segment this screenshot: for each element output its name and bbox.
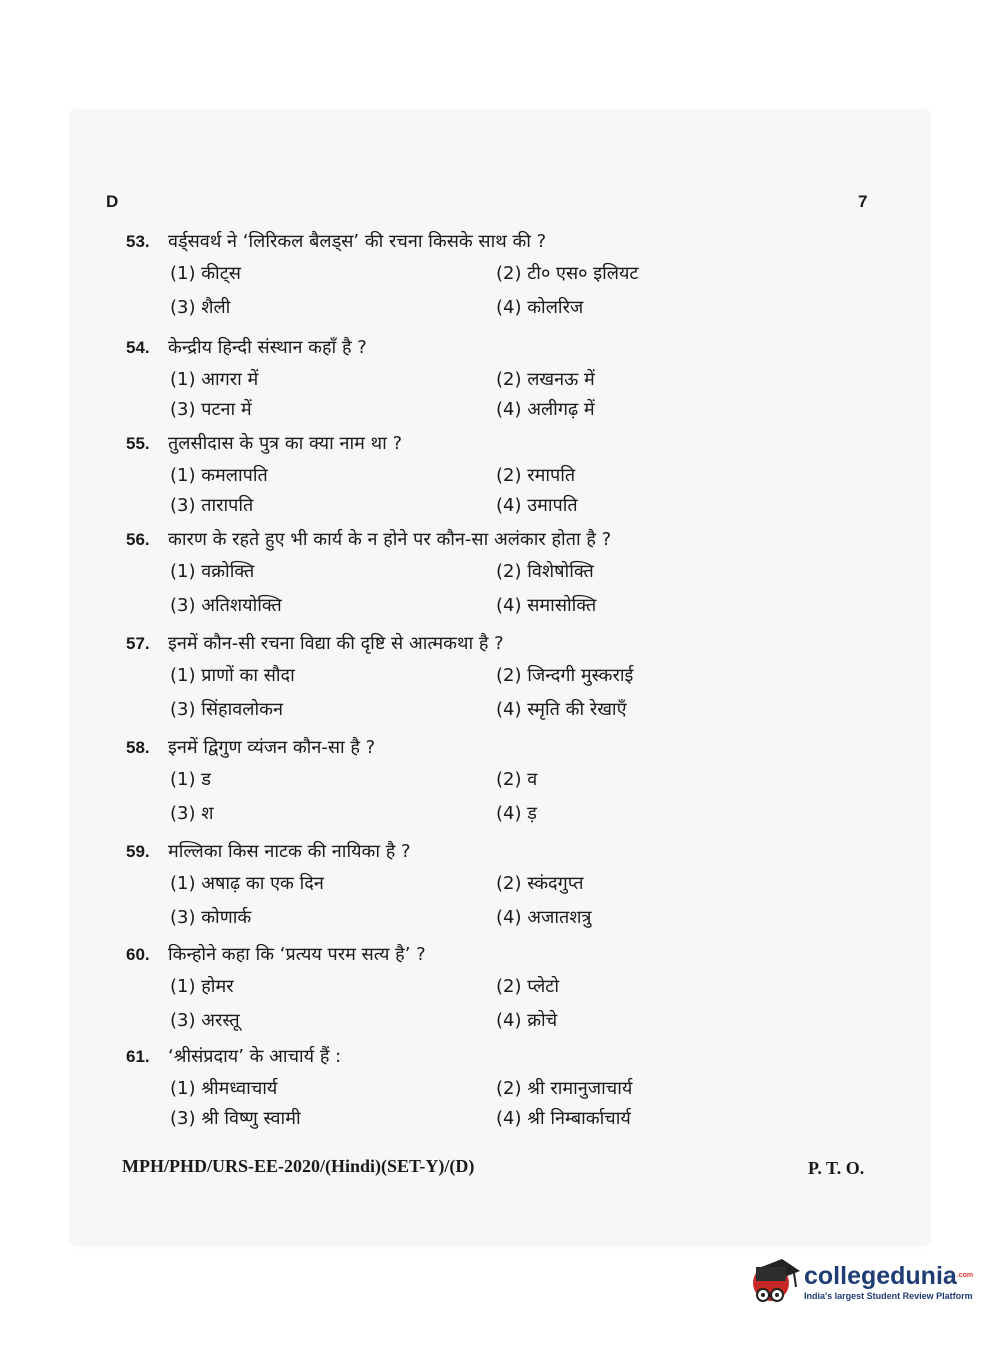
- question-text: इनमें द्विगुण व्यंजन कौन-सा है ?: [168, 737, 376, 758]
- option-3: (3) कोणार्क: [170, 907, 252, 928]
- option-4: (4) अजातशत्रु: [496, 907, 592, 928]
- option-2: (2) रमापति: [496, 465, 576, 486]
- question-56: [126, 528, 766, 618]
- option-1: (1) ड: [170, 769, 211, 790]
- pto-label: P. T. O.: [808, 1158, 865, 1178]
- question-number: 58.: [126, 738, 150, 757]
- option-2: (2) श्री रामानुजाचार्य: [496, 1078, 633, 1099]
- option-2: (2) व: [496, 769, 538, 790]
- option-1: (1) होमर: [170, 976, 234, 997]
- question-text: तुलसीदास के पुत्र का क्या नाम था ?: [168, 433, 403, 454]
- option-4: (4) समासोक्ति: [496, 595, 597, 616]
- option-2: (2) प्लेटो: [496, 976, 560, 997]
- question-number: 60.: [126, 945, 150, 964]
- option-4: (4) ड़: [496, 803, 537, 824]
- option-2: (2) टी० एस० इलियट: [496, 263, 639, 284]
- option-2: (2) जिन्दगी मुस्कराई: [496, 665, 634, 686]
- option-1: (1) कीट्स: [170, 263, 241, 284]
- question-number: 53.: [126, 232, 150, 251]
- question-text: कारण के रहते हुए भी कार्य के न होने पर कौन-सा अलंकार होता है ?: [168, 529, 612, 550]
- option-2: (2) लखनऊ में: [496, 369, 595, 390]
- question-61: [126, 1045, 766, 1131]
- question-number: 54.: [126, 338, 150, 357]
- option-3: (3) अरस्तू: [170, 1010, 240, 1031]
- option-2: (2) स्कंदगुप्त: [496, 873, 584, 894]
- option-1: (1) वक्रोक्ति: [170, 561, 255, 582]
- option-1: (1) कमलापति: [170, 465, 268, 486]
- page-number: 7: [858, 192, 868, 211]
- option-4: (4) अलीगढ़ में: [496, 399, 595, 420]
- option-3: (3) पटना में: [170, 399, 252, 420]
- graduate-face-icon: [742, 1253, 800, 1311]
- option-1: (1) अषाढ़ का एक दिन: [170, 873, 324, 894]
- question-text: इनमें कौन-सी रचना विद्या की दृष्टि से आत्मकथा है ?: [168, 633, 504, 654]
- question-58: [126, 736, 766, 826]
- collegedunia-watermark: [742, 1250, 972, 1314]
- question-55: [126, 432, 766, 518]
- option-4: (4) कोलरिज: [496, 297, 584, 318]
- option-4: (4) श्री निम्बार्काचार्य: [496, 1108, 631, 1129]
- option-1: (1) प्राणों का सौदा: [170, 665, 295, 686]
- question-number: 61.: [126, 1047, 150, 1066]
- question-text: किन्होने कहा कि ‘प्रत्यय परम सत्य है’ ?: [168, 944, 426, 965]
- brand-suffix: .com: [956, 1272, 974, 1279]
- question-number: 57.: [126, 634, 150, 653]
- option-2: (2) विशेषोक्ति: [496, 561, 594, 582]
- option-3: (3) श: [170, 803, 214, 824]
- question-text: मल्लिका किस नाटक की नायिका है ?: [168, 841, 411, 862]
- question-number: 56.: [126, 530, 150, 549]
- brand-name: collegedunia: [804, 1262, 957, 1290]
- option-4: (4) क्रोचे: [496, 1010, 558, 1031]
- option-3: (3) श्री विष्णु स्वामी: [170, 1108, 301, 1129]
- question-60: [126, 943, 766, 1033]
- option-1: (1) श्रीमध्वाचार्य: [170, 1078, 278, 1099]
- question-text: ‘श्रीसंप्रदाय’ के आचार्य हैं :: [168, 1046, 342, 1067]
- option-4: (4) स्मृति की रेखाएँ: [496, 699, 627, 720]
- option-1: (1) आगरा में: [170, 369, 259, 390]
- question-text: वर्ड्सवर्थ ने ‘लिरिकल बैलड्स’ की रचना किसके साथ की ?: [168, 231, 547, 252]
- option-4: (4) उमापति: [496, 495, 578, 516]
- question-59: [126, 840, 766, 930]
- question-number: 55.: [126, 434, 150, 453]
- paper-code: MPH/PHD/URS-EE-2020/(Hindi)(SET-Y)/(D): [122, 1156, 475, 1176]
- option-3: (3) सिंहावलोकन: [170, 699, 283, 720]
- question-53: [126, 230, 766, 320]
- question-54: [126, 336, 766, 422]
- question-57: [126, 632, 766, 722]
- option-3: (3) तारापति: [170, 495, 254, 516]
- set-label: D: [106, 192, 119, 211]
- question-text: केन्द्रीय हिन्दी संस्थान कहाँ है ?: [168, 337, 367, 358]
- brand-tagline: India's largest Student Review Platform: [804, 1291, 973, 1301]
- option-3: (3) शैली: [170, 297, 231, 318]
- option-3: (3) अतिशयोक्ति: [170, 595, 282, 616]
- question-number: 59.: [126, 842, 150, 861]
